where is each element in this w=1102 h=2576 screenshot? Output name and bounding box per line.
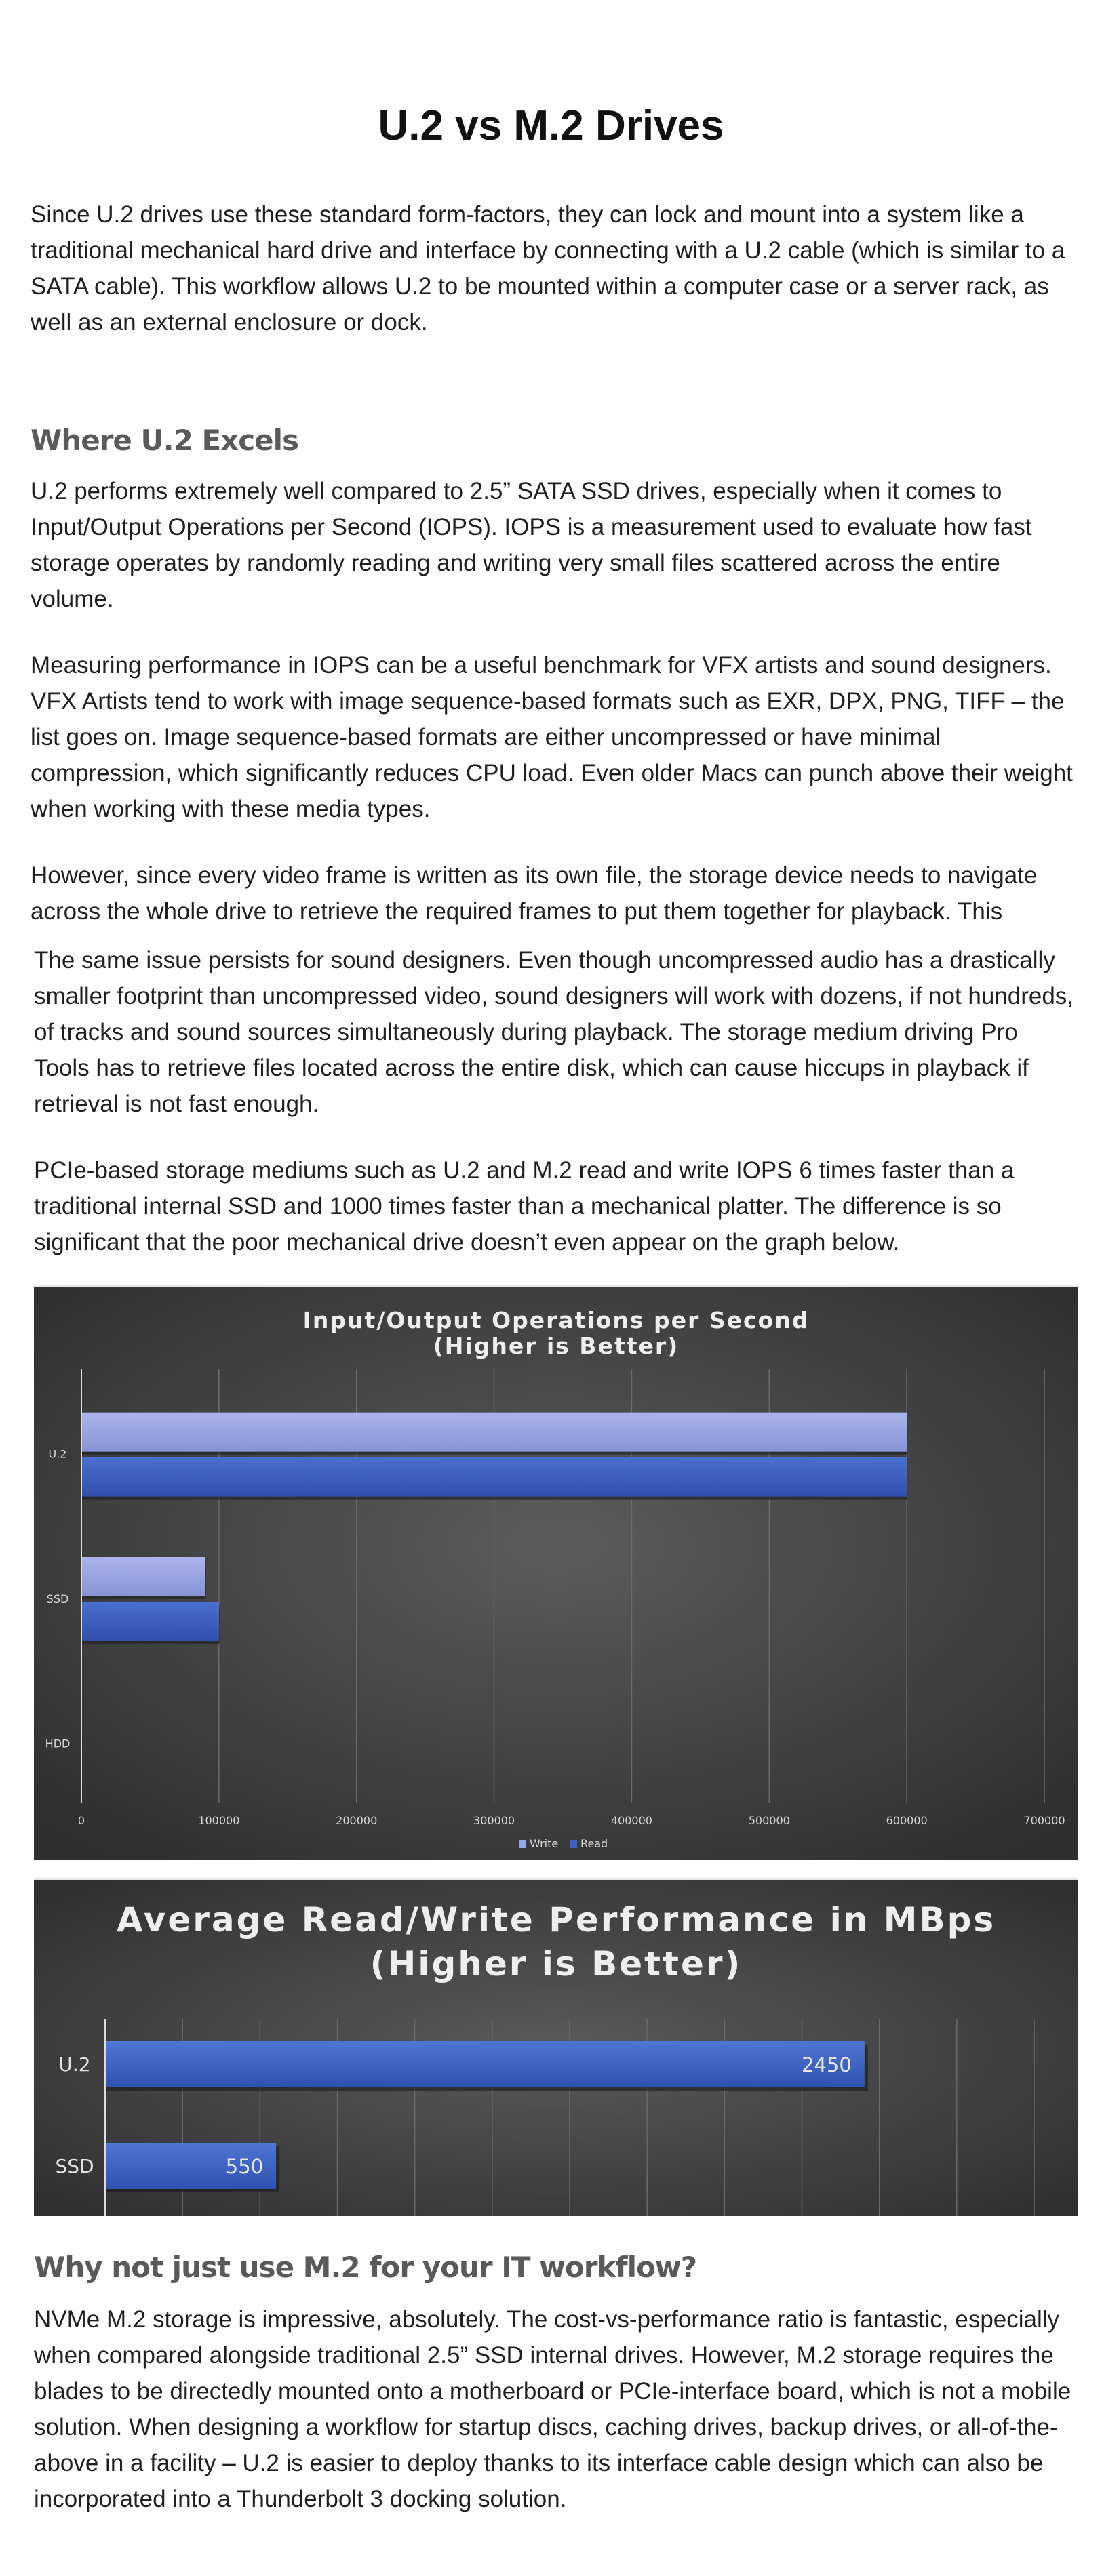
iops-category-label: SSD (46, 1592, 69, 1605)
mbps-chart-svg (34, 1880, 1078, 2216)
iops-x-tick-label: 0 (77, 1814, 85, 1827)
iops-bar-write (82, 1557, 205, 1596)
iops-x-tick-label: 200000 (336, 1814, 378, 1827)
legend-swatch-read (570, 1840, 577, 1848)
iops-chart-title: Input/Output Operations per Second (302, 1307, 810, 1333)
iops-bar-read (82, 1457, 907, 1497)
paragraph-pcie-storage: PCIe-based storage mediums such as U.2 and M.2 read and write IOPS 6 times faster than a traditional internal SSD and 1000 times faster than a mechanical platter. The difference is so significant that the poor mechanical drive doesn’t even appear on the graph below. (34, 1157, 1015, 1255)
iops-category-label: HDD (45, 1737, 71, 1750)
iops-x-tick-label: 500000 (748, 1814, 790, 1827)
page-title: U.2 vs M.2 Drives (378, 102, 724, 149)
mbps-chart-title: Average Read/Write Performance in MBps (116, 1900, 996, 1939)
paragraph-iops-intro: U.2 performs extremely well compared to 2.5” SATA SSD drives, especially when it comes to Input/Output Operations per Second (IOPS). IOPS is a measurement used to evaluate how fast storage operates by randomly reading and writing very small files scattered across the entire volume. (31, 478, 1032, 612)
iops-x-tick-label: 300000 (473, 1814, 515, 1827)
paragraph-nvme-m2: NVMe M.2 storage is impressive, absolutely. The cost-vs-performance ratio is fantastic, especially when compared alongside traditional 2.5” SSD internal drives. However, M.2 storage requires the blades to be directedly mounted onto a motherboard or PCIe-interface board, which is not a mobile solution. When designing a workflow for startup discs, caching drives, backup drives, or all-of-the-above in a facility – U.2 is easier to deploy thanks to its interface cable design which can also be incorporated into a Thunderbolt 3 docking solution. (34, 2306, 1071, 2512)
legend-swatch-write (519, 1840, 526, 1848)
mbps-chart-subtitle: (Higher is Better) (370, 1944, 743, 1984)
iops-chart-svg (34, 1287, 1078, 1860)
legend-label-write: Write (530, 1837, 559, 1850)
mbps-chart (34, 1878, 1078, 2216)
mbps-category-label: U.2 (58, 2053, 91, 2076)
iops-category-label: U.2 (48, 1447, 67, 1461)
intro-paragraph: Since U.2 drives use these standard form-factors, they can lock and mount into a system like a traditional mechanical hard drive and interface by connecting with a U.2 cable (which is similar to a SATA cable). This workflow allows U.2 to be mounted within a computer case or a server rack, as well as an external enclosure or dock. (31, 201, 1065, 336)
mbps-bar (106, 2041, 865, 2087)
iops-x-tick-label: 400000 (610, 1814, 652, 1827)
paragraph-sound-designers: The same issue persists for sound designers. Even though uncompressed audio has a drastically smaller footprint than uncompressed video, sound designers will work with dozens, if not hundreds, of tracks and sound sources simultaneously during playback. The storage medium driving Pro Tools has to retrieve files located across the entire disk, which can cause hiccups in playback if retrieval is not fast enough. (34, 947, 1074, 1117)
section-heading-why-not-m2: Why not just use M.2 for your IT workflow? (34, 2251, 697, 2284)
iops-chart (34, 1285, 1078, 1860)
iops-bar-read (82, 1602, 219, 1641)
paragraph-vfx-artists: Measuring performance in IOPS can be a useful benchmark for VFX artists and sound designers. VFX Artists tend to work with image sequence-based formats such as EXR, DPX, PNG, TIFF – the list goes on. Image sequence-based formats are either uncompressed or have minimal compression, which significantly reduces CPU load. Even older Macs can punch above their weight when working with these media types. (31, 652, 1073, 822)
iops-x-tick-label: 600000 (886, 1814, 928, 1827)
section-heading-where-u2-excels: Where U.2 Excels (31, 424, 298, 457)
mbps-category-label: SSD (55, 2155, 94, 2177)
mbps-data-label: 2450 (802, 2053, 852, 2076)
mbps-data-label: 550 (225, 2155, 264, 2178)
paragraph-video-frames: However, since every video frame is written as its own file, the storage device needs to navigate across the whole drive to retrieve the required frames to put them together for playback. This (31, 862, 1038, 925)
iops-x-tick-label: 700000 (1023, 1814, 1065, 1827)
legend-label-read: Read (580, 1837, 608, 1850)
iops-x-tick-label: 100000 (198, 1814, 240, 1827)
iops-chart-subtitle: (Higher is Better) (433, 1333, 680, 1359)
iops-bar-write (82, 1413, 907, 1452)
